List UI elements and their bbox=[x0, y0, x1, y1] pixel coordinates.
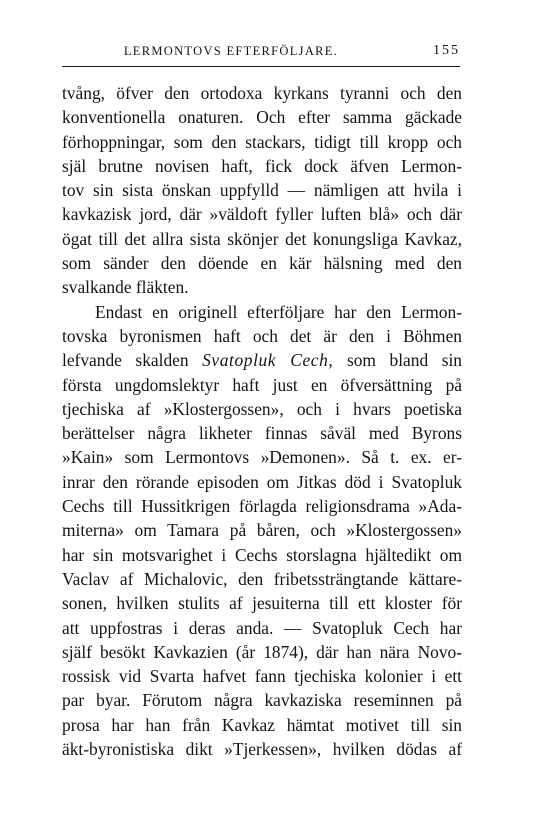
page-number: 155 bbox=[433, 43, 460, 58]
text-line: sonen, hvilken stulits af jesuiterna till ett kloster för bbox=[62, 593, 462, 614]
text-line: har sin motsvarighet i Cechs storslagna hjältedikt om bbox=[62, 544, 462, 565]
text-line: som sänder den döende en kär hälsning med den bbox=[62, 253, 462, 274]
text-line: berättelser några likheter finnas såväl med Byrons bbox=[62, 423, 462, 444]
text-line: kavkazisk jord, där »väldoft fyller luften blå» och där bbox=[62, 204, 462, 225]
text-line: »Kain» som Lermontovs »Demonen». Så t. ex. er- bbox=[62, 447, 462, 468]
running-title: LERMONTOVS EFTERFÖLJARE. bbox=[123, 44, 339, 58]
text-line: Endast en originell efterföljare har den Lermon- bbox=[95, 301, 462, 322]
text-line: att uppfostras i deras anda. — Svatopluk Cech har bbox=[62, 617, 462, 638]
running-head bbox=[62, 44, 460, 64]
text-line: svalkande fläkten. bbox=[62, 277, 189, 298]
poet-name: Svatopluk Cech, bbox=[202, 350, 334, 371]
text-line: själ brutne novisen haft, fick dock äfven Lermon- bbox=[62, 155, 462, 176]
text-line: Vaclav af Michalovic, den fribetssträngtande kättare- bbox=[62, 568, 462, 589]
text-line: tovska byronismen haft och det är den i Böhmen bbox=[62, 325, 462, 346]
text-line: par byar. Förutom några kavkaziska reseminnen på bbox=[62, 690, 462, 711]
text-line: äkt-byronistiska dikt »Tjerkessen», hvilken dödas af bbox=[62, 739, 462, 760]
text-segment: som bland sin bbox=[333, 350, 463, 371]
text-line: förhoppningar, som den stackars, tidigt till kropp och bbox=[62, 131, 462, 152]
text-line: själf besökt Kavkazien (år 1874), där han nära Novo- bbox=[62, 641, 462, 662]
header-rule bbox=[62, 66, 460, 67]
text-line: tjechiska af »Klostergossen», och i hvars poetiska bbox=[62, 398, 462, 419]
text-line: miterna» om Tamara på båren, och »Klostergossen» bbox=[62, 520, 462, 541]
text-line: Cechs till Hussitkrigen förlagda religionsdrama »Ada- bbox=[62, 496, 462, 517]
paragraph-2 bbox=[62, 300, 462, 762]
text-line: tov sin sista önskan uppfylld — nämligen att hvila i bbox=[62, 180, 462, 201]
paragraph-1 bbox=[62, 81, 462, 300]
text-line: ögat till det allra sista skönjer det konungsliga Kavkaz, bbox=[62, 228, 462, 249]
text-segment: lefvande skalden bbox=[62, 350, 203, 371]
text-line bbox=[62, 348, 462, 372]
text-line: inrar den rörande episoden om Jitkas död i Svatopluk bbox=[62, 471, 462, 492]
text-line: rossisk vid Svarta hafvet fann tjechiska kolonier i ett bbox=[62, 666, 462, 687]
body-text bbox=[62, 81, 462, 761]
text-line: tvång, öfver den ortodoxa kyrkans tyranni och den bbox=[62, 83, 462, 103]
text-line: konventionella onaturen. Och efter samma gäckade bbox=[62, 107, 462, 128]
text-line: första ungdomslektyr haft just en öfversättning på bbox=[62, 374, 462, 395]
text-line: prosa har han från Kavkaz hämtat motivet till sin bbox=[62, 714, 462, 735]
